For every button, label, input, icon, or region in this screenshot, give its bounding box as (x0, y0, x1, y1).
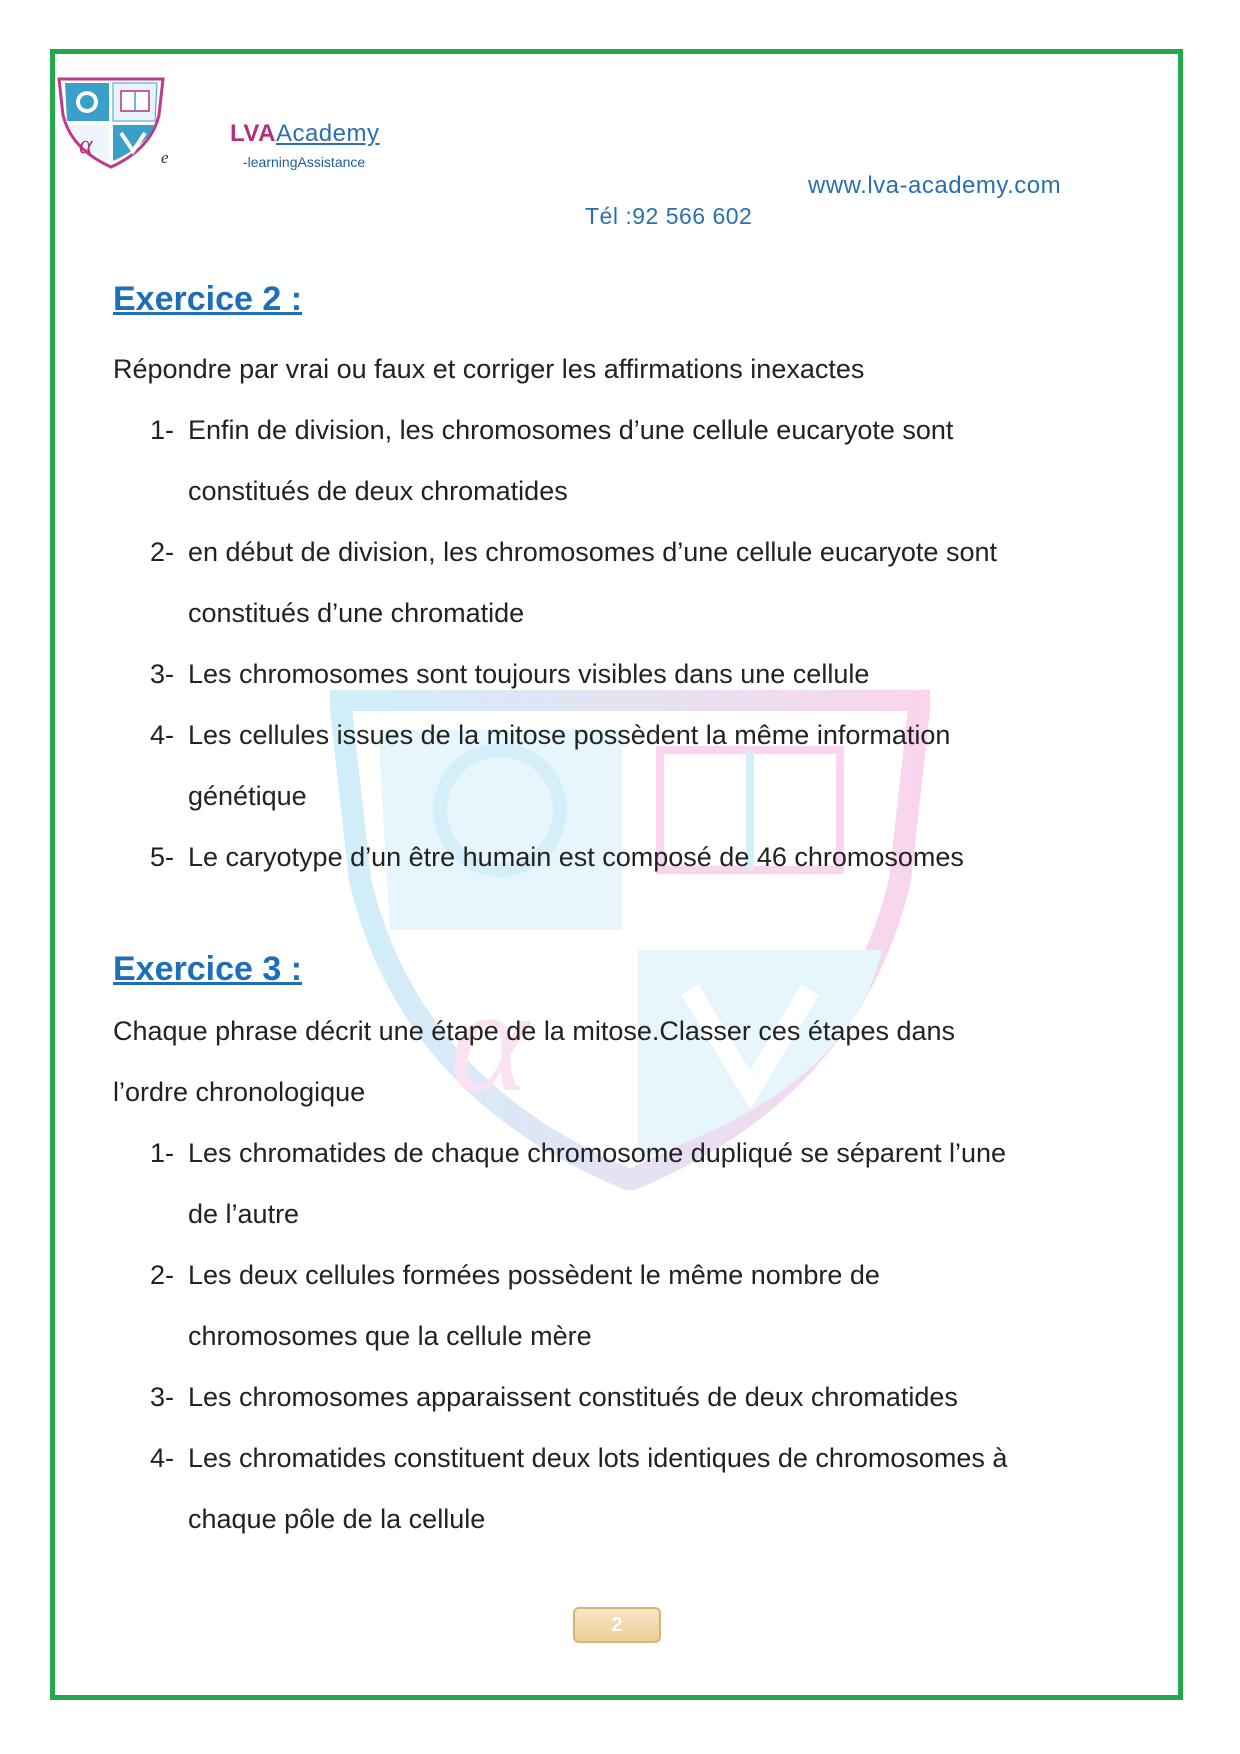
exercise-3-intro (113, 1001, 1123, 1123)
exercise-2-title: Exercice 2 : (113, 280, 303, 318)
svg-text:α: α (79, 130, 93, 159)
item-text: chromosomes que la cellule mère (188, 1321, 592, 1351)
item-number: 4- (150, 720, 175, 750)
brand-name (230, 120, 379, 148)
phone-number: Tél :92 566 602 (585, 203, 753, 229)
main-content (113, 280, 1123, 1550)
list-item (113, 644, 1123, 705)
list-item (113, 1245, 1123, 1367)
item-text: Le caryotype d’un être humain est composé de 46 chromosomes (188, 842, 964, 872)
item-text: Les chromatides de chaque chromosome dupliqué se séparent l’une (188, 1138, 1007, 1168)
lva-logo (55, 75, 167, 170)
list-item (113, 400, 1123, 522)
intro-line: Chaque phrase décrit une étape de la mitose.Classer ces étapes dans (113, 1016, 956, 1046)
item-number: 5- (150, 842, 175, 872)
item-text: constitués d’une chromatide (188, 598, 525, 628)
intro-line: l’ordre chronologique (113, 1077, 366, 1107)
exercise-2-list (113, 400, 1123, 888)
website-url: www.lva-academy.com (808, 172, 1062, 199)
item-text: génétique (188, 781, 307, 811)
item-text: chaque pôle de la cellule (188, 1504, 486, 1534)
item-text: Les chromosomes sont toujours visibles dans une cellule (188, 659, 870, 689)
item-text: constitués de deux chromatides (188, 476, 568, 506)
brand-lva: LVA (230, 120, 276, 147)
list-item (113, 827, 1123, 888)
item-text: Les chromosomes apparaissent constitués de deux chromatides (188, 1382, 958, 1412)
item-number: 4- (150, 1443, 175, 1473)
item-number: 3- (150, 1382, 175, 1412)
svg-text:α: α (450, 957, 529, 1123)
item-number: 3- (150, 659, 175, 689)
page-number: 2 (573, 1607, 661, 1643)
item-text: en début de division, les chromosomes d’une cellule eucaryote sont (188, 537, 997, 567)
item-number: 1- (150, 1138, 175, 1168)
exercise-3-list (113, 1123, 1123, 1550)
item-text: Les cellules issues de la mitose possèdent la même information (188, 720, 951, 750)
item-number: 2- (150, 1260, 175, 1290)
item-text: Enfin de division, les chromosomes d’une cellule eucaryote sont (188, 415, 954, 445)
item-number: 1- (150, 415, 175, 445)
list-item (113, 1428, 1123, 1550)
brand-subtitle: -learningAssistance (243, 154, 366, 170)
logo-letter: e (161, 148, 169, 167)
item-number: 2- (150, 537, 175, 567)
exercise-3-title: Exercice 3 : (113, 950, 303, 988)
item-text: de l’autre (188, 1199, 300, 1229)
item-text: Les deux cellules formées possèdent le même nombre de (188, 1260, 880, 1290)
list-item (113, 1367, 1123, 1428)
exercise-2-intro: Répondre par vrai ou faux et corriger les affirmations inexactes (113, 354, 865, 384)
brand-academy: Academy (275, 120, 380, 147)
list-item (113, 1123, 1123, 1245)
item-text: Les chromatides constituent deux lots identiques de chromosomes à (188, 1443, 1008, 1473)
list-item (113, 522, 1123, 644)
list-item (113, 705, 1123, 827)
